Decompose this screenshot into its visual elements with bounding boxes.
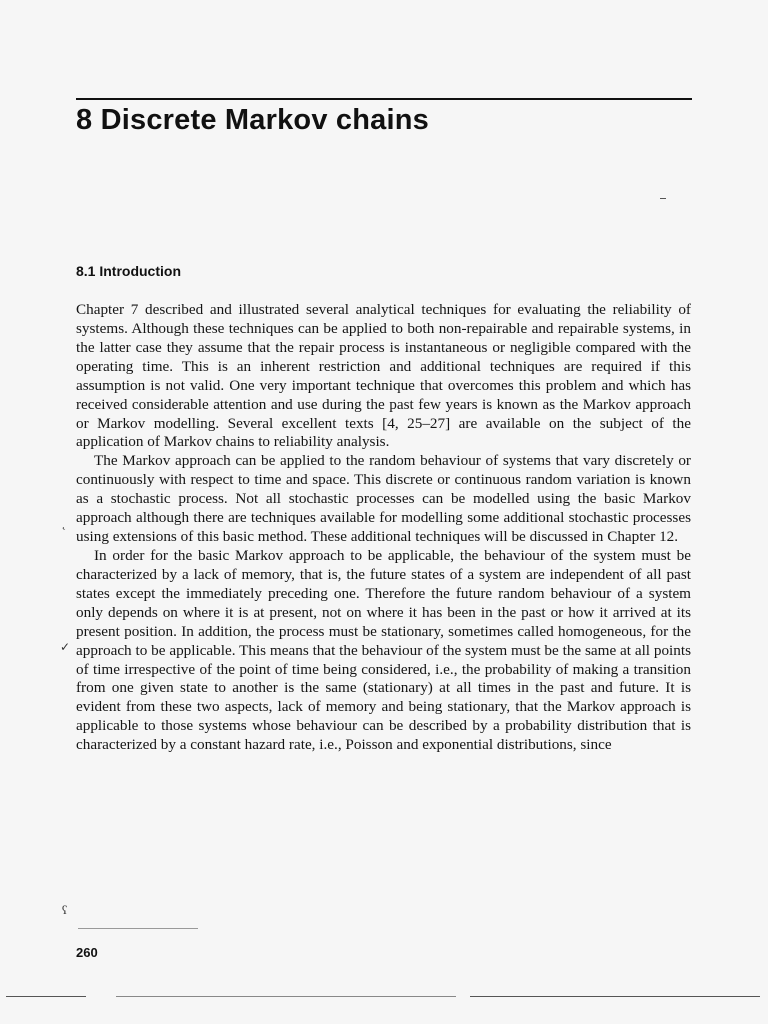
scan-mark-top-right xyxy=(660,198,666,199)
margin-check-mark: ✓ xyxy=(60,640,71,654)
body-text xyxy=(76,301,691,755)
section-heading: 8.1 Introduction xyxy=(76,263,181,279)
paragraph-2: The Markov approach can be applied to the random behaviour of systems that vary discretely or continuously with respect to time and space. This discrete or continuous random variation is known as a stochastic process. Not all stochastic processes can be modelled using the basic Markov approach although there are techniques available for modelling some additional stochastic processes using extensions of this basic method. These additional techniques will be discussed in Chapter 12. xyxy=(76,452,691,546)
margin-hook-mark: ʕ xyxy=(62,903,68,917)
scan-mark-bottom-left xyxy=(6,996,86,997)
chapter-title: 8 Discrete Markov chains xyxy=(76,104,429,136)
paragraph-3: In order for the basic Markov approach to be applicable, the behaviour of the system must be characterized by a lack of memory, that is, the future states of a system are independent of all past states except the immediately preceding one. Therefore the future random behaviour of a system only depends on where it is at present, not on where it has been in the past or how it arrived at its present position. In addition, the process must be stationary, sometimes called homogeneous, for the approach to be applicable. This means that the behaviour of the system must be the same at all points of time irrespective of the point of time being considered, i.e., the probability of making a transition from one given state to another is the same (stationary) at all times in the past and future. It is evident from these two aspects, lack of memory and being stationary, that the Markov approach is applicable to those systems whose behaviour can be described by a probability distribution that is characterized by a constant hazard rate, i.e., Poisson and exponential distributions, since xyxy=(76,546,691,754)
paragraph-1: Chapter 7 described and illustrated several analytical techniques for evaluating the reliability of systems. Although these techniques can be applied to both non-repairable and repairable systems, in the latter case they assume that the repair process is instantaneous or negligible compared with the operating time. This is an inherent restriction and additional techniques are required if this assumption is not valid. One very important technique that overcomes this problem and which has received considerable attention and use during the past few years is known as the Markov approach or Markov modelling. Several excellent texts [4, 25–27] are available on the subject of the application of Markov chains to reliability analysis. xyxy=(76,301,691,451)
scan-mark-under-text xyxy=(78,928,198,929)
margin-tick-mark: ˛ xyxy=(62,516,66,530)
chapter-top-rule xyxy=(76,98,692,100)
scan-mark-bottom-middle xyxy=(116,996,456,997)
page-number: 260 xyxy=(76,945,98,960)
scan-mark-bottom-right xyxy=(470,996,760,997)
